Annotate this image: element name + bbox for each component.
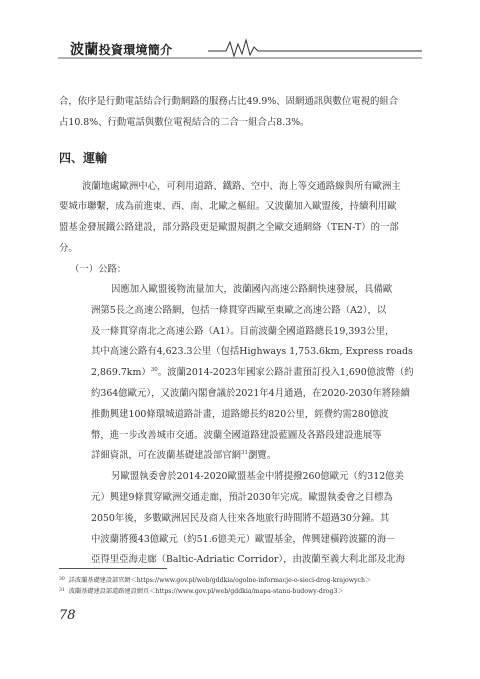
roads-line-9-b: 瀏覽。 bbox=[248, 450, 277, 461]
footnote-divider bbox=[59, 568, 167, 569]
roads-line-5-b: 。波蘭2014-2023年國家公路計畫預訂投入1,690億波幣（約 bbox=[157, 367, 414, 378]
roads-line-12: 2050年後，多數歐洲居民及商人往來各地旅行時間將不超過30分鐘。其 bbox=[91, 513, 390, 524]
para1-line-2: 要城市聯繫，成為前進東、西、南、北歐之樞紐。又波蘭加入歐盟後，持續利用歐 bbox=[59, 201, 397, 212]
para1-line-1: 波蘭地處歐洲中心，可利用道路、鐵路、空中、海上等交通路線與所有歐洲主 bbox=[82, 181, 401, 192]
roads-line-7: 推動興建100條環城道路計畫，道路總長約820公里，經費約需280億波 bbox=[91, 409, 389, 420]
roads-line-4: 其中高速公路有4,623.3公里（包括Highways 1,753.6km, Express roads bbox=[91, 346, 413, 357]
roads-line-14: 亞得里亞海走廊（Baltic-Adriatic Corridor），由波蘭至義大利北部及北海 bbox=[91, 554, 405, 565]
header-title bbox=[70, 39, 172, 59]
footnote-31 bbox=[59, 586, 344, 595]
subsection-label: （一）公路： bbox=[70, 264, 127, 275]
section-heading: 四、運輸 bbox=[59, 151, 108, 165]
footnote-text: 波蘭基礎建設部道路建設網頁＜https://www.gov.pl/web/gddkia/mapa-stanu-budowy-drog3＞ bbox=[68, 588, 344, 595]
roads-line-1: 因應加入歐盟後物流量加大，波蘭國內高速公路網快速發展，具備歐 bbox=[111, 284, 393, 295]
intro-line-2: 占10.8%、行動電話與數位電視結合的二合一組合占8.3%。 bbox=[59, 117, 310, 128]
footnote-ref-30[interactable]: 30 bbox=[150, 367, 158, 373]
header-title-lead: 波蘭 bbox=[70, 42, 99, 58]
roads-line-2: 洲第5長之高速公路網，包括一條貫穿西歐至東歐之高速公路（A2），以 bbox=[91, 305, 387, 316]
roads-line-9-a: 詳細資訊，可在波蘭基礎建設部官網 bbox=[91, 450, 242, 461]
roads-line-8: 幣，進一步改善城市交通。波蘭全國道路建設藍圖及各路段建設進展等 bbox=[91, 430, 382, 441]
roads-line-5 bbox=[91, 368, 414, 377]
roads-line-5-a: 2,869.7km） bbox=[91, 367, 151, 378]
roads-line-3: 及一條貫穿南北之高速公路（A1）。目前波蘭全國道路總長19,393公里， bbox=[91, 326, 395, 337]
para1-line-4: 分。 bbox=[59, 243, 78, 254]
roads-line-10: 另歐盟執委會於2014-2020歐盟基金中將提撥260億歐元（約312億美 bbox=[111, 471, 404, 482]
roads-line-6: 約364億歐元），又波蘭內閣會議於2021年4月通過，在2020-2030年將陸續 bbox=[91, 388, 410, 399]
intro-line-1: 合，依序是行動電話結合行動網路的服務占比49.9%、固網通訊與數位電視的組合 bbox=[59, 96, 399, 107]
footnote-30 bbox=[59, 575, 371, 584]
page-number: 78 bbox=[59, 608, 76, 623]
roads-line-9 bbox=[91, 451, 276, 460]
footnote-num: 31 bbox=[59, 588, 65, 593]
footnote-text: 詳波蘭基礎建設部官網＜https://www.gov.pl/web/gddkia/ogolne-informacje-o-sieci-drog-krajowych＞ bbox=[68, 577, 372, 584]
para1-line-3: 盟基金發展鐵公路建設，部分路段更是歐盟規劃之全歐交通網絡（TEN-T）的一部 bbox=[59, 222, 399, 233]
footnote-num: 30 bbox=[59, 577, 65, 582]
roads-line-11: 元）興建9條貫穿歐洲交通走廊，預計2030年完成。歐盟執委會之目標為 bbox=[91, 492, 393, 503]
footnote-ref-31[interactable]: 31 bbox=[241, 450, 249, 456]
running-header bbox=[58, 37, 422, 59]
roads-line-13: 中波蘭將獲43億歐元（約51.6億美元）歐盟基金，俾興建橫跨波羅的海－ bbox=[91, 534, 396, 545]
header-title-rest: 投資環境簡介 bbox=[98, 43, 173, 57]
